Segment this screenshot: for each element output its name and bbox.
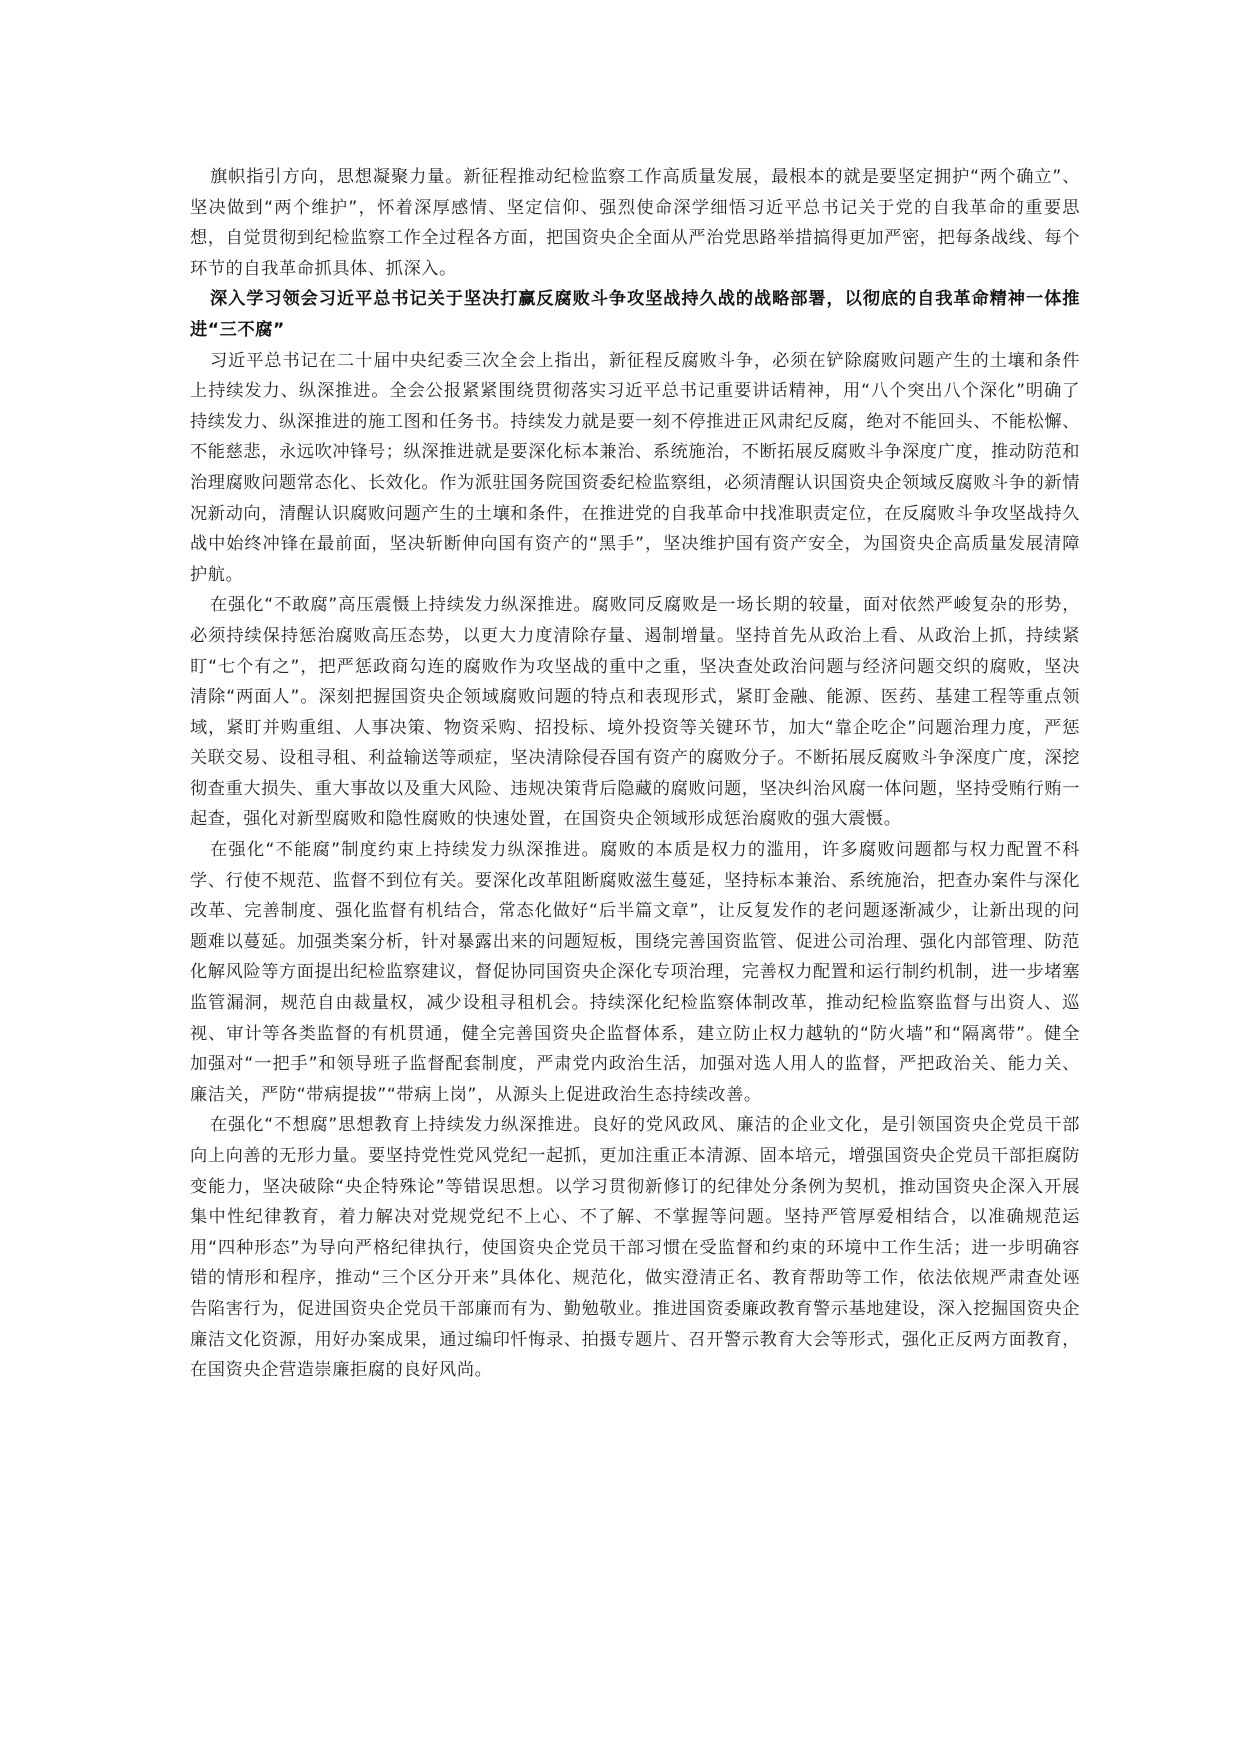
intro-paragraph: 旗帜指引方向，思想凝聚力量。新征程推动纪检监察工作高质量发展，最根本的就是要坚定拥护“两个确立”、坚决做到“两个维护”，怀着深厚感情、坚定信仰、强烈使命深学细悟习近平总书记关于党的自我革命的重要思想，自觉贯彻到纪检监察工作全过程各方面，把国资央企全面从严治党思路举措搞得更加严密，把每条战线、每个环节的自我革命抓具体、抓深入。	[190, 167, 1080, 279]
body-paragraph-overview: 习近平总书记在二十届中央纪委三次全会上指出，新征程反腐败斗争，必须在铲除腐败问题产生的土壤和条件上持续发力、纵深推进。全会公报紧紧围绕贯彻落实习近平总书记重要讲话精神，用“八个突出八个深化”明确了持续发力、纵深推进的施工图和任务书。持续发力就是要一刻不停推进正风肃纪反腐，绝对不能回头、不能松懈、不能慈悲，永远吹冲锋号；纵深推进就是要深化标本兼治、系统施治，不断拓展反腐败斗争深度广度，推动防范和治理腐败问题常态化、长效化。作为派驻国务院国资委纪检监察组，必须清醒认识国资央企领域反腐败斗争的新情况新动向，清醒认识腐败问题产生的土壤和条件，在推进党的自我革命中找准职责定位，在反腐败斗争攻坚战持久战中始终冲锋在最前面，坚决斩断伸向国有资产的“黑手”，坚决维护国有资产安全，为国资央企高质量发展清障护航。	[190, 350, 1080, 585]
document-page	[190, 162, 1080, 1386]
body-paragraph-buxiang-fu: 在强化“不想腐”思想教育上持续发力纵深推进。良好的党风政风、廉洁的企业文化，是引领国资央企党员干部向上向善的无形力量。要坚持党性党风党纪一起抓，更加注重正本清源、固本培元，增强国资央企党员干部拒腐防变能力，坚决破除“央企特殊论”等错误思想。以学习贯彻新修订的纪律处分条例为契机，推动国资央企深入开展集中性纪律教育，着力解决对党规党纪不上心、不了解、不掌握等问题。坚持严管厚爱相结合，以准确规范运用“四种形态”为导向严格纪律执行，使国资央企党员干部习惯在受监督和约束的环境中工作生活；进一步明确容错的情形和程序，推动“三个区分开来”具体化、规范化，做实澄清正名、教育帮助等工作，依法依规严肃查处诬告陷害行为，促进国资央企党员干部廉而有为、勤勉敬业。推进国资委廉政教育警示基地建设，深入挖掘国资央企廉洁文化资源，用好办案成果，通过编印忏悔录、拍摄专题片、召开警示教育大会等形式，强化正反两方面教育，在国资央企营造崇廉拒腐的良好风尚。	[190, 1115, 1080, 1381]
body-paragraph-buneng-fu: 在强化“不能腐”制度约束上持续发力纵深推进。腐败的本质是权力的滥用，许多腐败问题都与权力配置不科学、行使不规范、监督不到位有关。要深化改革阻断腐败滋生蔓延，坚持标本兼治、系统施治，把查办案件与深化改革、完善制度、强化监督有机结合，常态化做好“后半篇文章”，让反复发作的老问题逐渐减少，让新出现的问题难以蔓延。加强类案分析，针对暴露出来的问题短板，围绕完善国资监管、促进公司治理、强化内部管理、防范化解风险等方面提出纪检监察建议，督促协同国资央企深化专项治理，完善权力配置和运行制约机制，进一步堵塞监管漏洞，规范自由裁量权，减少设租寻租机会。持续深化纪检监察体制改革，推动纪检监察监督与出资人、巡视、审计等各类监督的有机贯通，健全完善国资央企监督体系，建立防止权力越轨的“防火墙”和“隔离带”。健全加强对“一把手”和领导班子监督配套制度，严肃党内政治生活，加强对选人用人的监督，严把政治关、能力关、廉洁关，严防“带病提拔”“带病上岗”，从源头上促进政治生态持续改善。	[190, 840, 1080, 1105]
body-paragraph-bugan-fu: 在强化“不敢腐”高压震慑上持续发力纵深推进。腐败同反腐败是一场长期的较量，面对依然严峻复杂的形势，必须持续保持惩治腐败高压态势，以更大力度清除存量、遏制增量。坚持首先从政治上看、从政治上抓，持续紧盯“七个有之”，把严惩政商勾连的腐败作为攻坚战的重中之重，坚决查处政治问题与经济问题交织的腐败，坚决清除“两面人”。深刻把握国资央企领域腐败问题的特点和表现形式，紧盯金融、能源、医药、基建工程等重点领域，紧盯并购重组、人事决策、物资采购、招投标、境外投资等关键环节，加大“靠企吃企”问题治理力度，严惩关联交易、设租寻租、利益输送等顽症，坚决清除侵吞国有资产的腐败分子。不断拓展反腐败斗争深度广度，深挖彻查重大损失、重大事故以及重大风险、违规决策背后隐藏的腐败问题，坚决纠治风腐一体问题，坚持受贿行贿一起查，强化对新型腐败和隐性腐败的快速处置，在国资央企领域形成惩治腐败的强大震慑。	[190, 595, 1081, 830]
section-heading: 深入学习领会习近平总书记关于坚决打赢反腐败斗争攻坚战持久战的战略部署，以彻底的自我革命精神一体推进“三不腐”	[190, 289, 1080, 340]
